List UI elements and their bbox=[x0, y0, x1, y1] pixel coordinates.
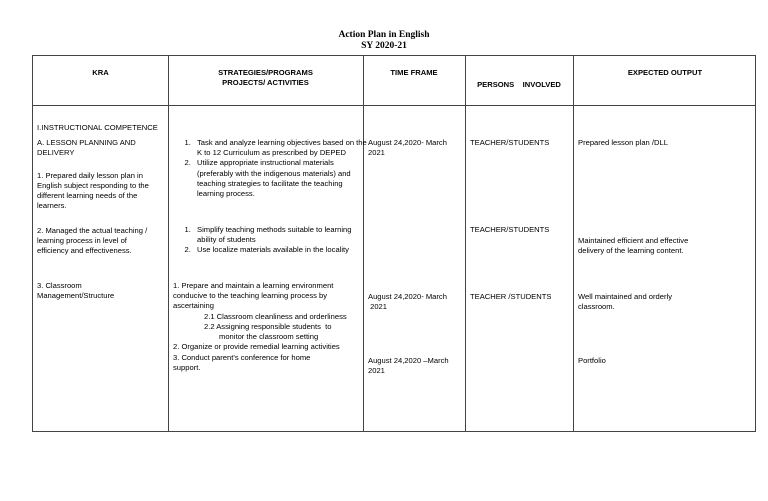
time-frame-r1-line2: 2021 bbox=[368, 148, 385, 157]
action-plan-table bbox=[32, 55, 756, 432]
time-frame-r1-line1: August 24,2020- March bbox=[368, 138, 447, 147]
header-divider bbox=[33, 105, 755, 106]
kra-section-heading: I.INSTRUCTIONAL COMPETENCE bbox=[37, 123, 158, 132]
strategy-item: 1. Simplify teaching methods suitable to learning ability of students bbox=[193, 225, 369, 245]
kra-item2-line2: learning process in level of bbox=[37, 236, 127, 245]
time-frame-r4-line1: August 24,2020 –March bbox=[368, 356, 449, 365]
time-frame-r3-line1: August 24,2020- March bbox=[368, 292, 447, 301]
kra-item1-line2: English subject responding to the bbox=[37, 181, 149, 190]
expected-r2-line2: delivery of the learning content. bbox=[578, 246, 684, 255]
strategy-g3-line7: 2. Organize or provide remedial learning activities bbox=[173, 342, 340, 351]
strategy-g3-line5: 2.2 Assigning responsible students to bbox=[204, 322, 332, 331]
strategies-list-1 bbox=[173, 138, 369, 199]
header-time-frame: TIME FRAME bbox=[390, 68, 438, 77]
expected-r1: Prepared lesson plan /DLL bbox=[578, 138, 668, 147]
strategy-item: 1. Task and analyze learning objectives based on the K to 12 Curriculum as prescribed by DEPED bbox=[193, 138, 369, 158]
kra-item1-line4: learners. bbox=[37, 201, 67, 210]
strategy-g3-line6: monitor the classroom setting bbox=[219, 332, 319, 341]
expected-r3-line2: classroom. bbox=[578, 302, 615, 311]
header-strategies-line1: STRATEGIES/PROGRAMS bbox=[218, 68, 313, 77]
strategy-g3-line9: support. bbox=[173, 363, 201, 372]
persons-r3: TEACHER /STUDENTS bbox=[470, 292, 552, 301]
column-divider bbox=[465, 56, 466, 431]
time-frame-r4-line2: 2021 bbox=[368, 366, 385, 375]
kra-item1-line3: different learning needs of the bbox=[37, 191, 138, 200]
expected-r4: Portfolio bbox=[578, 356, 606, 365]
column-divider bbox=[168, 56, 169, 431]
strategy-g3-line3: ascertaining bbox=[173, 301, 214, 310]
strategy-g3-line8: 3. Conduct parent's conference for home bbox=[173, 353, 311, 362]
page-subtitle: SY 2020-21 bbox=[361, 41, 407, 51]
strategy-item: 2. Use localize materials available in the locality bbox=[193, 245, 369, 255]
header-persons-involved: PERSONS INVOLVED bbox=[477, 80, 561, 89]
kra-item3-line2: Management/Structure bbox=[37, 291, 115, 300]
time-frame-r3-line2: 2021 bbox=[368, 302, 388, 311]
persons-r2: TEACHER/STUDENTS bbox=[470, 225, 550, 234]
strategy-g3-line1: 1. Prepare and maintain a learning environment bbox=[173, 281, 334, 290]
kra-a-line2: DELIVERY bbox=[37, 148, 75, 157]
kra-item2-line1: 2. Managed the actual teaching / bbox=[37, 226, 148, 235]
expected-r2-line1: Maintained efficient and effective bbox=[578, 236, 689, 245]
strategy-item: 2. Utilize appropriate instructional materials (preferably with the indigenous materials) and teaching strategies to facilitate the teaching learning process. bbox=[193, 158, 369, 199]
strategy-g3-line4: 2.1 Classroom cleanliness and orderliness bbox=[204, 312, 347, 321]
header-expected-output: EXPECTED OUTPUT bbox=[627, 68, 703, 77]
strategies-list-2 bbox=[173, 225, 369, 256]
kra-item2-line3: efficiency and effectiveness. bbox=[37, 246, 132, 255]
kra-item3-line1: 3. Classroom bbox=[37, 281, 82, 290]
strategy-g3-line2: conducive to the teaching learning process by bbox=[173, 291, 328, 300]
page-title: Action Plan in English bbox=[338, 30, 430, 40]
persons-r1: TEACHER/STUDENTS bbox=[470, 138, 550, 147]
header-kra: KRA bbox=[92, 68, 109, 77]
header-strategies-line2: PROJECTS/ ACTIVITIES bbox=[222, 78, 309, 87]
expected-r3-line1: Well maintained and orderly bbox=[578, 292, 672, 301]
kra-a-line1: A. LESSON PLANNING AND bbox=[37, 138, 136, 147]
kra-item1-line1: 1. Prepared daily lesson plan in bbox=[37, 171, 143, 180]
column-divider bbox=[573, 56, 574, 431]
